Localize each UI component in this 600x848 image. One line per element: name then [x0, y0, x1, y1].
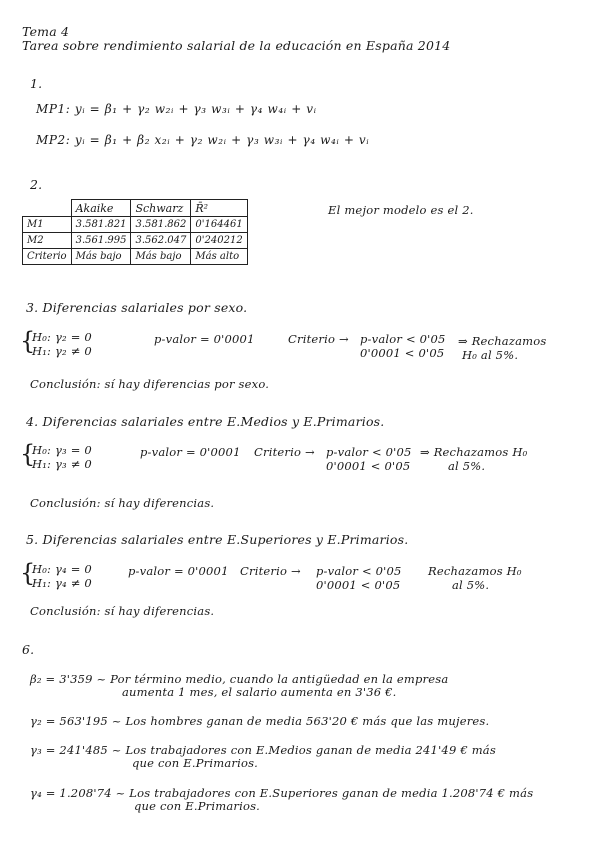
- s3-criterio: Criterio →: [288, 332, 349, 346]
- table-cell: 3.581.821: [71, 217, 131, 233]
- gamma4-interpretation-cont: que con E.Primarios.: [134, 799, 261, 813]
- gamma3-interpretation-cont: que con E.Primarios.: [132, 756, 259, 770]
- s5-h0: H₀: γ₄ = 0: [32, 562, 92, 576]
- section-4-title: 4. Diferencias salariales entre E.Medios y E.Primarios.: [26, 414, 385, 429]
- table-row: [23, 217, 248, 233]
- table-header-cell: R̄²: [191, 200, 247, 217]
- beta2-interpretation: β₂ = 3'359 ~ Por término medio, cuando la antigüedad en la empresa: [30, 672, 449, 686]
- tema-label: Tema 4: [22, 24, 70, 39]
- s4-pvalue: p-valor = 0'0001: [140, 445, 241, 459]
- section-2-number: 2.: [30, 177, 43, 192]
- table-cell: 3.581.862: [131, 217, 191, 233]
- best-model-conclusion: El mejor modelo es el 2.: [328, 203, 474, 217]
- s3-decision-line-2: H₀ al 5%.: [462, 348, 519, 362]
- table-cell: Criterio: [23, 249, 72, 265]
- s3-criterion-line-2: 0'0001 < 0'05: [360, 346, 445, 360]
- table-cell: 3.562.047: [131, 233, 191, 249]
- hypothesis-brace: {: [20, 559, 36, 587]
- table-cell: 3.561.995: [71, 233, 131, 249]
- hypothesis-brace: {: [20, 327, 36, 355]
- s5-criterion-line-1: p-valor < 0'05: [316, 564, 402, 578]
- s4-h1: H₁: γ₃ ≠ 0: [32, 457, 92, 471]
- table-header-cell: [23, 200, 72, 217]
- table-cell: 0'164461: [191, 217, 247, 233]
- s4-criterion-line-2: 0'0001 < 0'05: [326, 459, 411, 473]
- model-mp1-equation: MP1: yᵢ = β₁ + γ₂ w₂ᵢ + γ₃ w₃ᵢ + γ₄ w₄ᵢ + vᵢ: [36, 102, 317, 116]
- gamma4-interpretation: γ₄ = 1.208'74 ~ Los trabajadores con E.Superiores ganan de media 1.208'74 € más: [30, 786, 534, 800]
- s4-criterio: Criterio →: [254, 445, 315, 459]
- s3-h1: H₁: γ₂ ≠ 0: [32, 344, 92, 358]
- s4-h0: H₀: γ₃ = 0: [32, 443, 92, 457]
- s5-conclusion: Conclusión: sí hay diferencias.: [30, 604, 215, 618]
- table-cell: M2: [23, 233, 72, 249]
- s4-decision-line-2: al 5%.: [448, 459, 486, 473]
- s3-conclusion: Conclusión: sí hay diferencias por sexo.: [30, 377, 270, 391]
- model-mp2-equation: MP2: yᵢ = β₁ + β₂ x₂ᵢ + γ₂ w₂ᵢ + γ₃ w₃ᵢ + γ₄ w₄ᵢ + vᵢ: [36, 133, 370, 147]
- s4-decision-line-1: ⇒ Rechazamos H₀: [420, 445, 528, 459]
- table-cell: M1: [23, 217, 72, 233]
- table-header-cell: Schwarz: [131, 200, 191, 217]
- section-1-number: 1.: [30, 76, 43, 91]
- section-5-title: 5. Diferencias salariales entre E.Superiores y E.Primarios.: [26, 532, 409, 547]
- table-header-row: [23, 200, 248, 217]
- beta2-interpretation-cont: aumenta 1 mes, el salario aumenta en 3'36 €.: [122, 685, 397, 699]
- s4-criterion-line-1: p-valor < 0'05: [326, 445, 412, 459]
- s5-decision-line-2: al 5%.: [452, 578, 490, 592]
- page-title: Tarea sobre rendimiento salarial de la educación en España 2014: [22, 38, 451, 53]
- hypothesis-brace: {: [20, 440, 36, 468]
- s3-pvalue: p-valor = 0'0001: [154, 332, 255, 346]
- s3-h0: H₀: γ₂ = 0: [32, 330, 92, 344]
- table-row: [23, 233, 248, 249]
- s5-criterion-line-2: 0'0001 < 0'05: [316, 578, 401, 592]
- s3-decision-line-1: ⇒ Rechazamos: [458, 334, 547, 348]
- gamma3-interpretation: γ₃ = 241'485 ~ Los trabajadores con E.Medios ganan de media 241'49 € más: [30, 743, 496, 757]
- table-row: [23, 249, 248, 265]
- criteria-table: [22, 199, 248, 265]
- section-3-title: 3. Diferencias salariales por sexo.: [26, 300, 248, 315]
- gamma2-interpretation: γ₂ = 563'195 ~ Los hombres ganan de media 563'20 € más que las mujeres.: [30, 714, 490, 728]
- s5-pvalue: p-valor = 0'0001: [128, 564, 229, 578]
- table-cell: Más bajo: [71, 249, 131, 265]
- s4-conclusion: Conclusión: sí hay diferencias.: [30, 496, 215, 510]
- table-cell: Más bajo: [131, 249, 191, 265]
- table-cell: 0'240212: [191, 233, 247, 249]
- section-6-number: 6.: [22, 642, 35, 657]
- table-header-cell: Akaike: [71, 200, 131, 217]
- s3-criterion-line-1: p-valor < 0'05: [360, 332, 446, 346]
- s5-criterio: Criterio →: [240, 564, 301, 578]
- table-cell: Más alto: [191, 249, 247, 265]
- s5-h1: H₁: γ₄ ≠ 0: [32, 576, 92, 590]
- s5-decision-line-1: Rechazamos H₀: [428, 564, 522, 578]
